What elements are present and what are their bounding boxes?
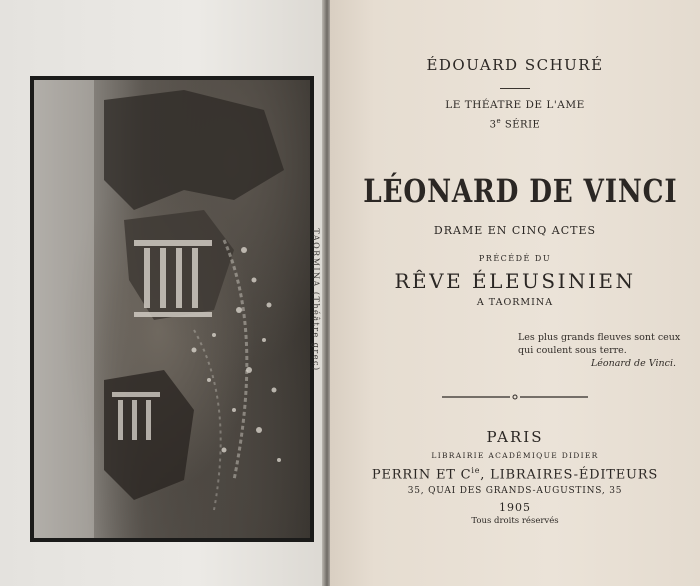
series-number-value: 3 — [489, 119, 497, 131]
publisher-line-2-sup: ie — [471, 466, 481, 475]
taormina-theatre-photograph — [34, 80, 310, 538]
main-title: LÉONARD DE VINCI — [363, 172, 678, 210]
publication-city: PARIS — [486, 428, 544, 446]
ornamental-divider — [442, 392, 588, 402]
left-page-frontispiece — [0, 0, 326, 586]
epigraph-line-2: qui coulent sous terre. — [518, 345, 627, 356]
epigraph-attribution: Léonard de Vinci. — [590, 358, 676, 369]
publication-year: 1905 — [499, 501, 531, 514]
ruins-illustration — [34, 80, 310, 538]
publisher-line-2 — [330, 466, 700, 482]
publisher-address: 35, QUAI DES GRANDS-AUGUSTINS, 35 — [407, 486, 623, 496]
publisher-line-1: LIBRAIRIE ACADÉMIQUE DIDIER — [431, 451, 599, 460]
location: A TAORMINA — [476, 297, 554, 308]
series-number — [330, 117, 700, 130]
preceded-by: PRÉCÉDÉ DU — [478, 254, 552, 263]
author-name: ÉDOUARD SCHURÉ — [426, 56, 604, 74]
second-title: RÊVE ÉLEUSINIEN — [394, 269, 636, 293]
series-label: SÉRIE — [504, 119, 541, 131]
plate-caption: TAORMINA (Théâtre grec) — [311, 228, 321, 372]
subtitle: DRAME EN CINQ ACTES — [433, 224, 597, 237]
short-rule — [500, 88, 530, 89]
publisher-line-2-a: PERRIN ET C — [371, 467, 472, 483]
series-title: LE THÉATRE DE L'AME — [445, 99, 585, 111]
epigraph-line-1: Les plus grands fleuves sont ceux — [518, 332, 681, 343]
publisher-line-2-b: , LIBRAIRES-ÉDITEURS — [480, 467, 659, 483]
right-page-title-page — [330, 0, 700, 586]
epigraph — [518, 331, 688, 370]
series-number-sup: e — [496, 117, 502, 125]
rights-notice: Tous droits réservés — [471, 516, 559, 526]
